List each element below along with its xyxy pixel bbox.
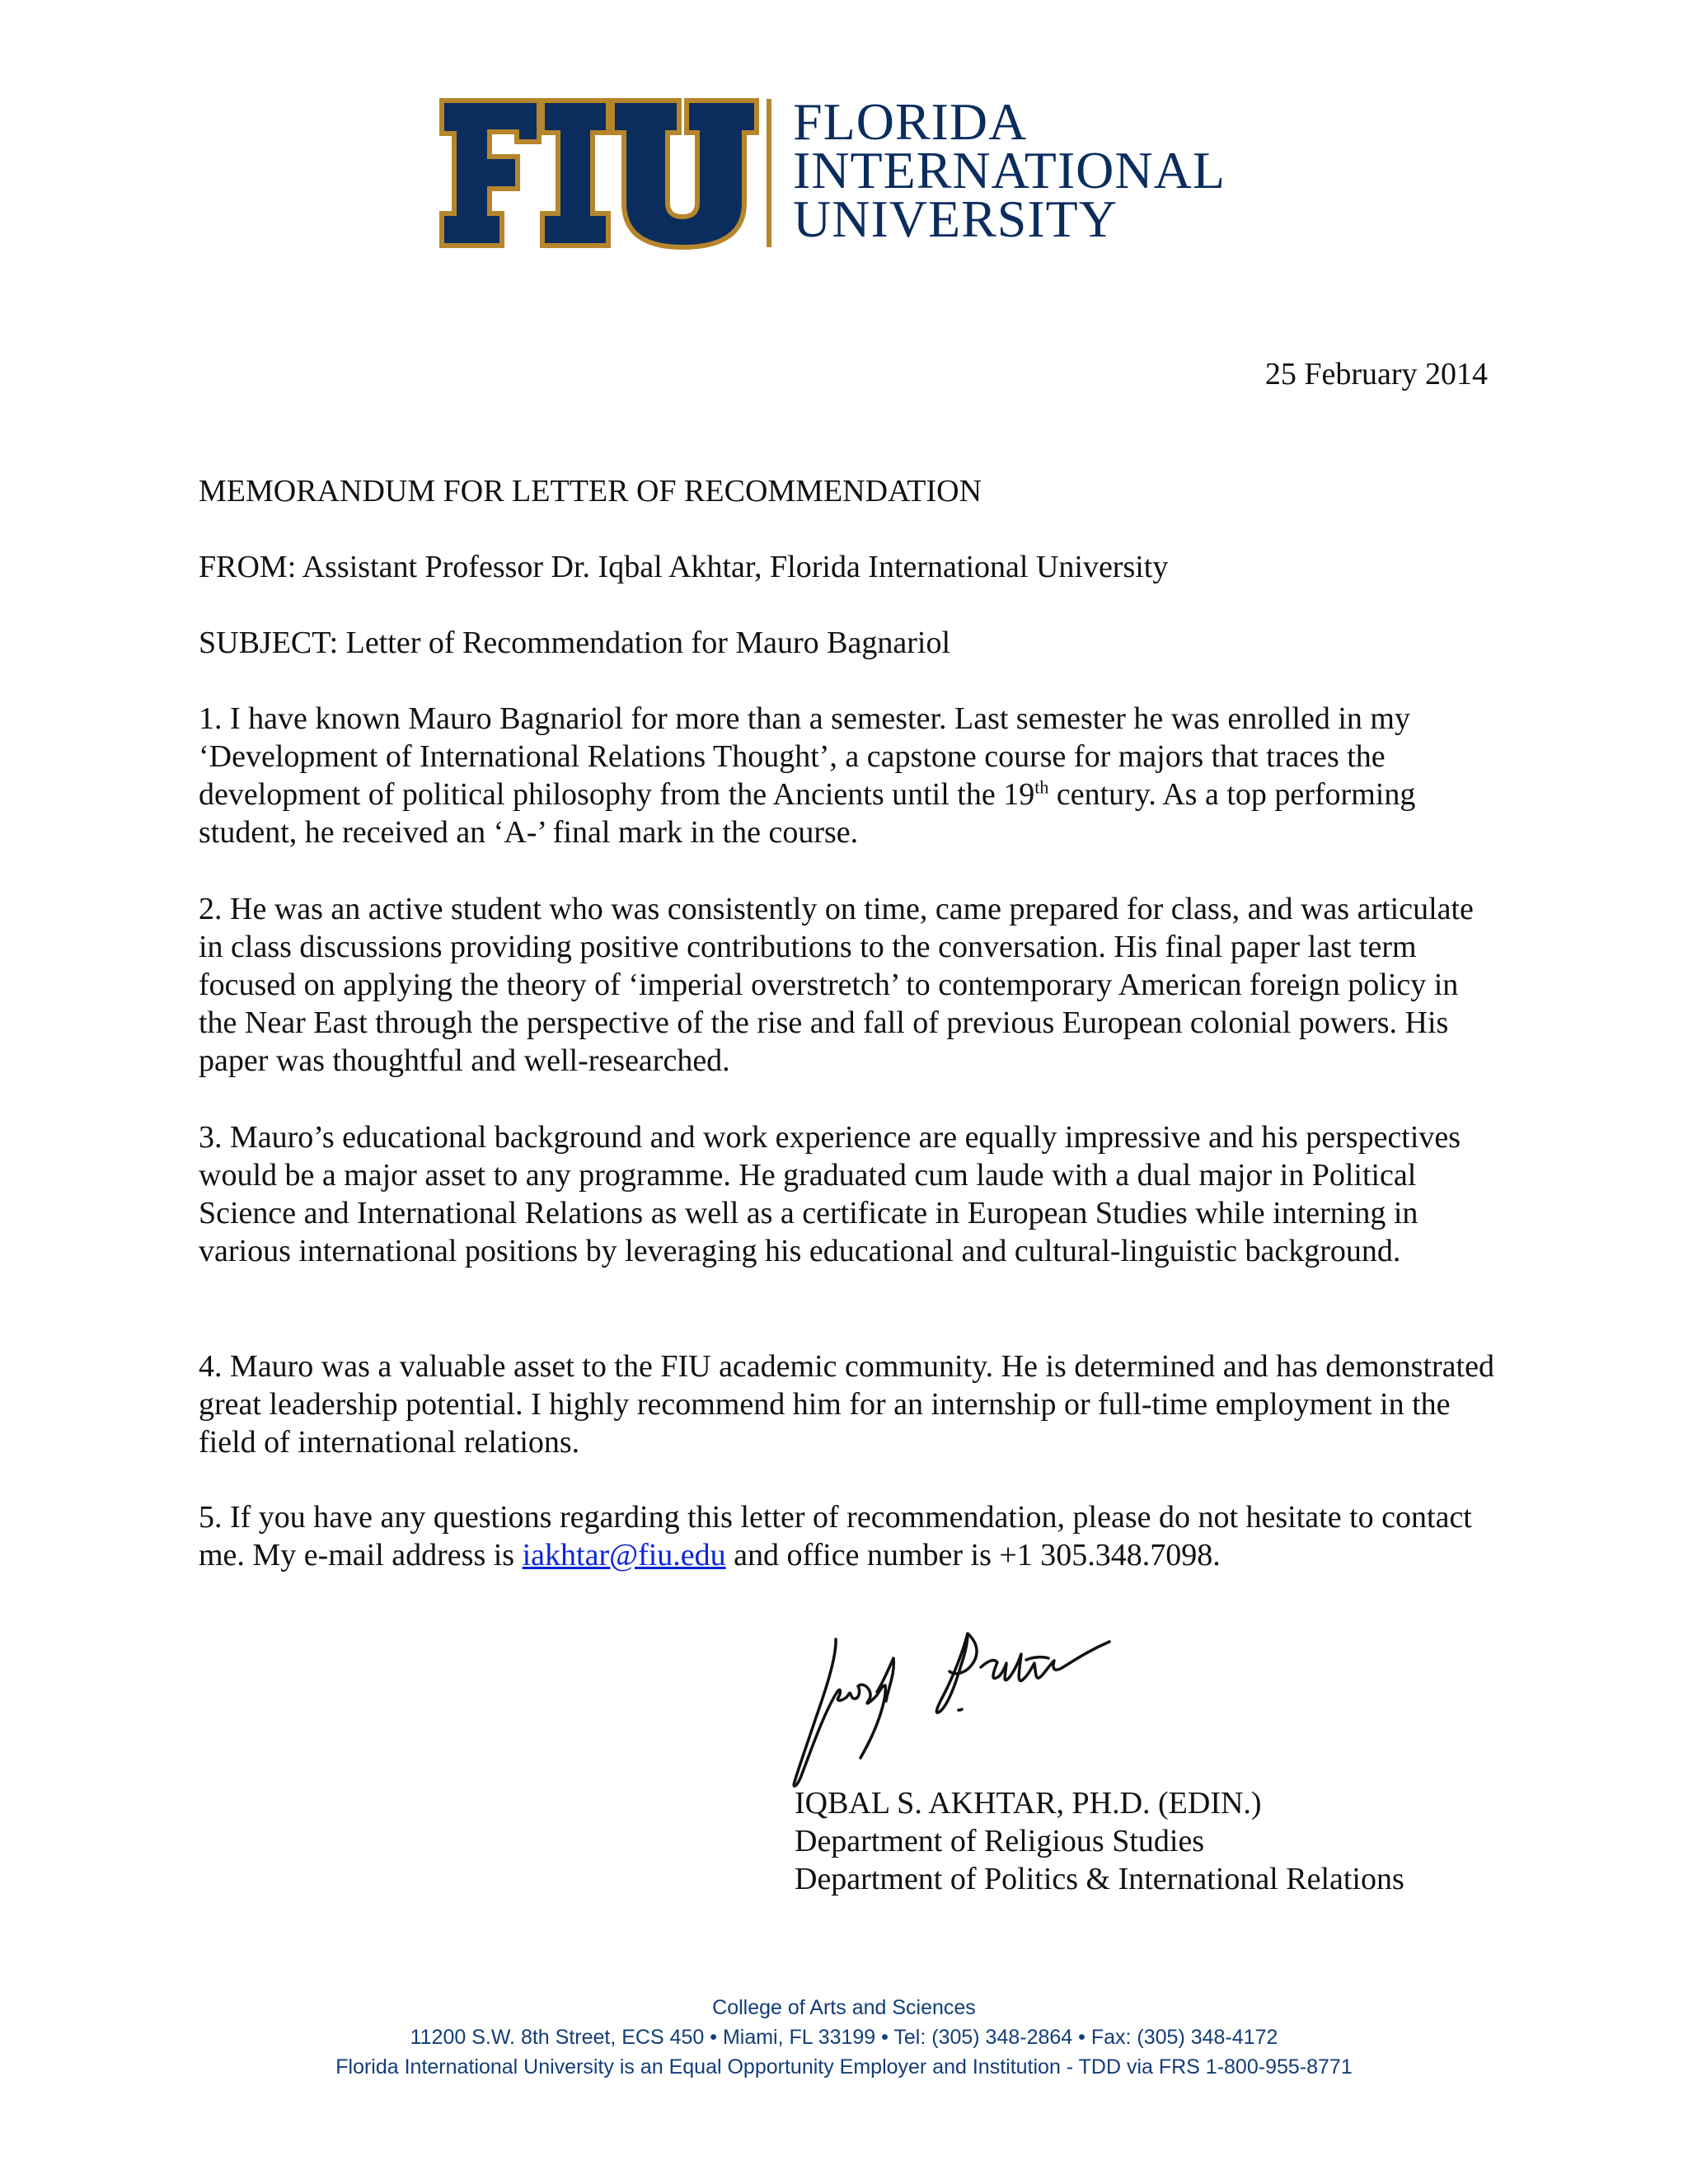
- paragraph-1-text-a: 1. I have known Mauro Bagnariol for more than a semester. Last semester he was enrolled in my ‘Development of International Relations Thought’, a capstone course for majors that traces the development of political philosophy from the Ancients until the 19: [199, 701, 1410, 812]
- wordmark-line-3: UNIVERSITY: [793, 190, 1118, 248]
- department-politics: Department of Politics & International Relations: [795, 1862, 1404, 1896]
- email-link[interactable]: iakhtar@fiu.edu: [522, 1538, 726, 1572]
- letterhead-footer: [0, 1993, 1688, 2082]
- subject-line: SUBJECT: Letter of Recommendation for Mauro Bagnariol: [199, 626, 951, 660]
- logo-divider: [767, 99, 771, 247]
- from-line: FROM: Assistant Professor Dr. Iqbal Akhtar, Florida International University: [199, 550, 1169, 584]
- fiu-logo: [438, 92, 1254, 250]
- paragraph-3-text: 3. Mauro’s educational background and work experience are equally impressive and his perspectives would be a major asset to any programme. He graduated cum laude with a dual major in Political Science and International Relations as well as a certificate in European Studies while interning in various international positions by leveraging his educational and cultural-linguistic background.: [199, 1120, 1461, 1268]
- paragraph-3: [199, 1118, 1501, 1270]
- paragraph-2-text: 2. He was an active student who was consistently on time, came prepared for class, and was articulate in class discussions providing positive contributions to the conversation. His final paper last term focused on applying the theory of ‘imperial overstretch’ to contemporary American foreign policy in the Near East through the perspective of the rise and fall of previous European colonial powers. His paper was thoughtful and well-researched.: [199, 892, 1474, 1078]
- paragraph-5-text-a: 5. If you have any questions regarding this letter of recommendation, please do not hesitate to contact me. My e-mail address is: [199, 1500, 1472, 1572]
- paragraph-1-text-b: century. As a top performing student, he received an ‘A-’ final mark in the course.: [199, 777, 1416, 850]
- signature-block: [795, 1784, 1404, 1898]
- footer-address: 11200 S.W. 8th Street, ECS 450 • Miami, FL 33199 • Tel: (305) 348-2864 • Fax: (305) 348-4172: [410, 2026, 1278, 2049]
- fiu-monogram-logo: [438, 97, 760, 250]
- university-wordmark: [793, 92, 1226, 248]
- paragraph-2: [199, 890, 1501, 1080]
- signatory-name: IQBAL S. AKHTAR, PH.D. (EDIN.): [795, 1786, 1262, 1821]
- footer-statement: Florida International University is an Equal Opportunity Employer and Institution - TDD via FRS 1-800-955-8771: [335, 2055, 1353, 2079]
- ordinal-superscript: th: [1034, 776, 1049, 798]
- wordmark-line-1: FLORIDA: [793, 92, 1028, 151]
- letter-date: 25 February 2014: [1264, 357, 1488, 391]
- memo-title: MEMORANDUM FOR LETTER OF RECOMMENDATION: [199, 474, 982, 509]
- paragraph-5-text-b: and office number is +1 305.348.7098.: [725, 1538, 1221, 1572]
- paragraph-4-text: 4. Mauro was a valuable asset to the FIU academic community. He is determined and has demonstrated great leadership potential. I highly recommend him for an internship or full-time employment in the field of international relations.: [199, 1349, 1494, 1460]
- paragraph-4: [199, 1347, 1501, 1461]
- department-religious-studies: Department of Religious Studies: [795, 1824, 1205, 1858]
- handwritten-signature: [791, 1617, 1137, 1790]
- paragraph-5: [199, 1498, 1501, 1574]
- footer-college: College of Arts and Sciences: [712, 1996, 976, 2019]
- wordmark-line-2: INTERNATIONAL: [793, 141, 1226, 199]
- paragraph-1: [199, 700, 1501, 851]
